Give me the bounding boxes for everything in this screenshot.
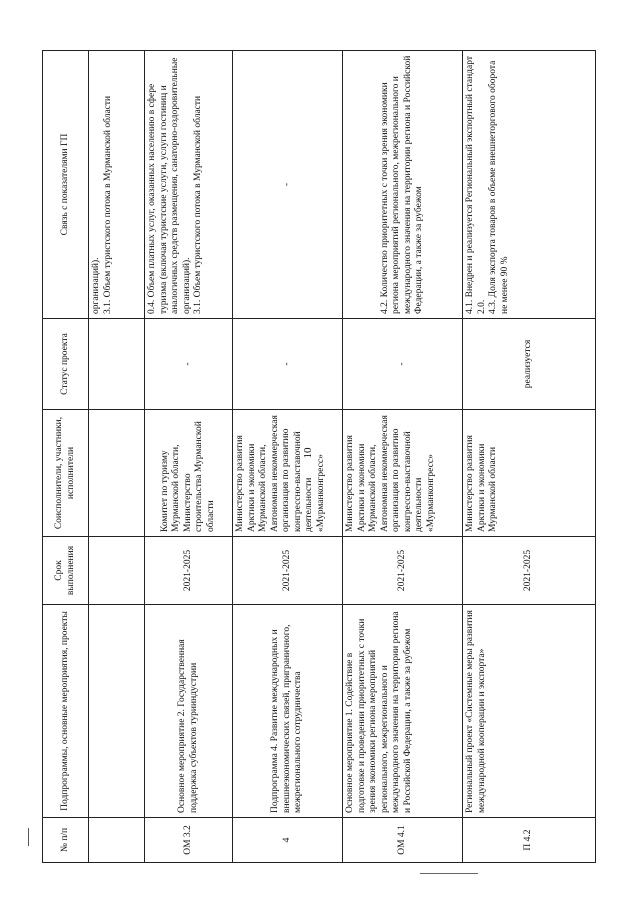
row-executors [89, 410, 145, 537]
table-row [233, 51, 343, 863]
row-status: - [145, 319, 233, 410]
row-link: 4.2. Количество приоритетных с точки зрения экономики региона мероприятий регионального, межрегионального и международного значения на территории региона и Российской Федерации, а также за рубежом [343, 51, 463, 319]
row-program: Основное мероприятие 1. Содействие в подготовке и проведении приоритетных с точки зрения экономики региона мероприятий регионального, межрегионального и международного значения на территории региона и Российской Федерации, а также за рубежом [343, 605, 463, 818]
row-term [89, 537, 145, 605]
page-number: 10 [302, 447, 314, 459]
header-link: Связь с показателями ГП [43, 51, 89, 319]
row-status: реализуется [463, 319, 596, 410]
row-executors: Министерство развития Арктики и экономики Мурманской области [463, 410, 596, 537]
row-program [89, 605, 145, 818]
row-term: 2021-2025 [463, 537, 596, 605]
program-table [42, 50, 596, 863]
row-executors: Министерство развития Арктики и экономики Мурманской области, Автономная некоммерческая организация по развитию конгрессно-выставочной деятельности «Мурманконгресс» [343, 410, 463, 537]
row-program: Основное мероприятие 2. Государственная поддержка субъектов турииндустрии [145, 605, 233, 818]
row-link: 0.4. Объем платных услуг, оказанных населению в сфере туризма (включая туристские услуги, услуги гостиниц и аналогичных средств размещения, санаторно-оздоровительные организаций). 3.1. Объем туристского потока в Мурманской области [145, 51, 233, 319]
crop-mark [28, 828, 29, 846]
row-executors: Комитет по туризму Мурманской области, Министерство строительства Мурманской области [145, 410, 233, 537]
table-header-row [43, 51, 89, 863]
row-term: 2021-2025 [145, 537, 233, 605]
table-row [463, 51, 596, 863]
row-link: организаций). 3.1. Объем туристского потока в Мурманской области [89, 51, 145, 319]
row-num: 4 [233, 818, 343, 863]
row-status: - [233, 319, 343, 410]
header-term: Срок выполнения [43, 537, 89, 605]
row-program: Подпрограмма 4. Развитие международных и внешнеэкономических связей, приграничного, межрегионального сотрудничества [233, 605, 343, 818]
row-program: Региональный проект «Системные меры развития международной кооперации и экспорта» [463, 605, 596, 818]
row-num [89, 818, 145, 863]
table-row [89, 51, 145, 863]
row-num: ОМ 4.1 [343, 818, 463, 863]
header-num: № п/п [43, 818, 89, 863]
row-num: П 4.2 [463, 818, 596, 863]
table-row [145, 51, 233, 863]
row-num: ОМ 3.2 [145, 818, 233, 863]
header-program: Подпрограммы, основные мероприятия, проекты [43, 605, 89, 818]
row-term: 2021-2025 [343, 537, 463, 605]
row-status: - [343, 319, 463, 410]
header-status: Статус проекта [43, 319, 89, 410]
table-row [343, 51, 463, 863]
row-link: 4.1. Внедрен и реализуется Региональный экспортный стандарт 2.0. 4.3. Доля экспорта товаров в объеме внешнеторгового оборота не менее 90 % [463, 51, 596, 319]
footer-line [420, 873, 478, 874]
row-link: - [233, 51, 343, 319]
row-term: 2021-2025 [233, 537, 343, 605]
header-executors: Соисполнители, участники, исполнители [43, 410, 89, 537]
row-executors: Министерство развития Арктики и экономики Мурманской области, Автономная некоммерческая организация по развитию конгрессно-выставочной деятельности «Мурманконгресс» [233, 410, 343, 537]
rotated-page-content [42, 51, 595, 863]
row-status [89, 319, 145, 410]
